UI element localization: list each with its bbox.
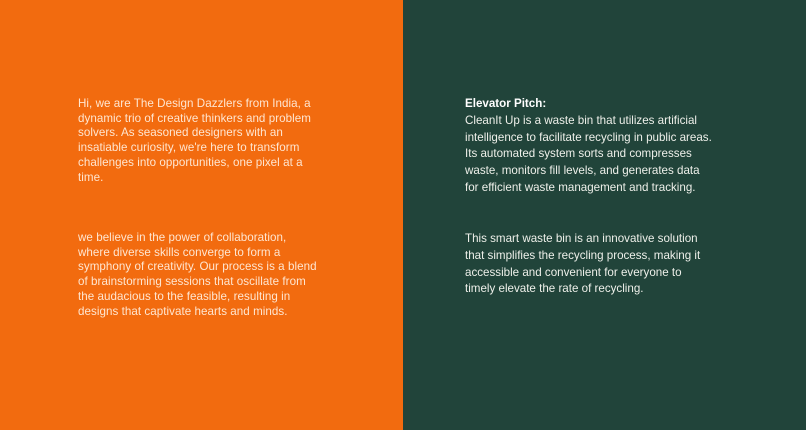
elevator-pitch-panel: [403, 0, 806, 430]
team-belief-paragraph: we believe in the power of collaboration, where diverse skills converge to form a symphony of creativity. Our process is a blend of brainstorming sessions that oscillate from the audacious to the feasible, resulting in designs that captivate hearts and minds.: [78, 231, 317, 318]
team-intro-paragraph: Hi, we are The Design Dazzlers from India, a dynamic trio of creative thinkers and problem solvers. As seasoned designers with an insatiable curiosity, we're here to transform challenges into opportunities, one pixel at a time.: [78, 97, 311, 184]
elevator-pitch-block: [465, 96, 715, 197]
elevator-pitch-heading: Elevator Pitch:: [465, 97, 547, 110]
elevator-pitch-body: CleanIt Up is a waste bin that utilizes artificial intelligence to facilitate recycling in public areas. Its automated system sorts and compresses waste, monitors fill levels, and generates data for efficient waste management and tracking.: [465, 113, 712, 194]
product-summary-paragraph: This smart waste bin is an innovative solution that simplifies the recycling process, making it accessible and convenient for everyone to timely elevate the rate of recycling.: [465, 232, 701, 296]
